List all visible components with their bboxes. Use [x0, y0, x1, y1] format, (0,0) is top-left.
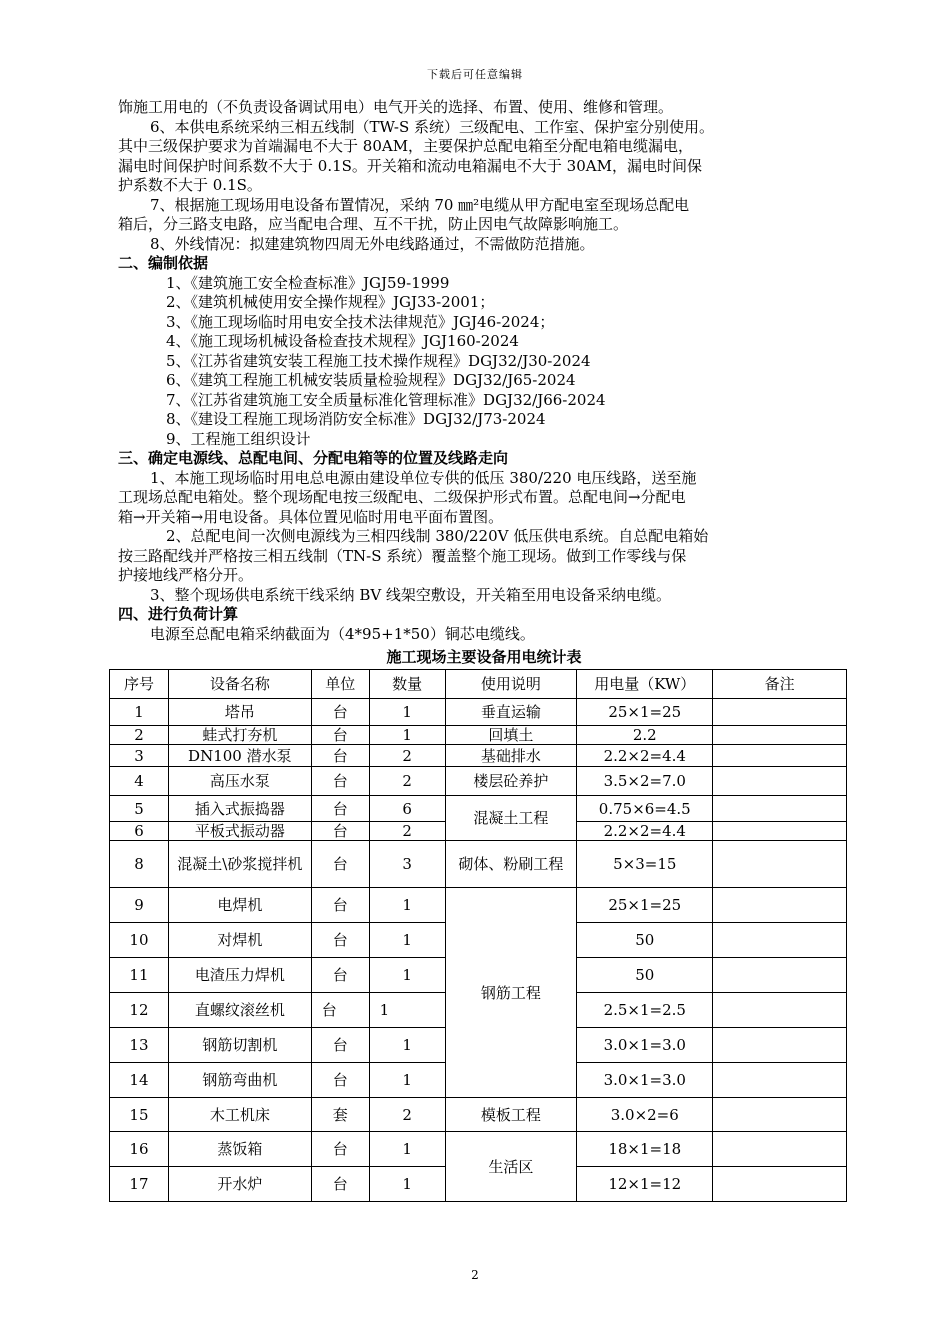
cell-unit: 台	[311, 822, 369, 841]
cell-name: 电渣压力焊机	[168, 958, 311, 993]
table-row	[110, 1132, 847, 1167]
cell-qty: 2	[369, 745, 445, 767]
reference-item: 4、《施工现场机械设备检查技术规程》JGJ160-2024	[166, 332, 519, 350]
page-number: 2	[471, 1268, 479, 1282]
cell-note	[713, 993, 847, 1028]
paragraph-line: 按三路配线并严格按三相五线制（TN-S 系统）覆盖整个施工现场。做到工作零线与保	[118, 546, 687, 565]
paragraph-line: 6、本供电系统采纳三相五线制（TW-S 系统）三级配电、工作室、保护室分别使用。	[150, 117, 714, 136]
cell-no: 10	[110, 923, 169, 958]
cell-usage: 钢筋工程	[445, 888, 577, 1098]
cell-unit: 台	[311, 888, 369, 923]
document-body	[118, 98, 850, 667]
cell-name: 蒸饭箱	[168, 1132, 311, 1167]
paragraph-line: 2、总配电间一次侧电源线为三相四线制 380/220V 低压供电系统。自总配电箱始	[166, 527, 709, 545]
cell-power: 3.0×2=6	[577, 1098, 713, 1132]
paragraph-line: 护系数不大于 0.1S。	[118, 176, 262, 194]
paragraph-line: 电源至总配电箱采纳截面为（4*95+1*50）铜芯电缆线。	[150, 624, 535, 643]
cell-qty: 2	[369, 1098, 445, 1132]
cell-no: 14	[110, 1063, 169, 1098]
table-row	[110, 745, 847, 767]
page-header: 下载后可任意编辑	[427, 68, 523, 81]
cell-no: 5	[110, 796, 169, 822]
cell-qty: 6	[369, 796, 445, 822]
cell-power: 2.2	[577, 726, 713, 745]
cell-unit: 台	[311, 767, 369, 796]
cell-no: 13	[110, 1028, 169, 1063]
cell-unit: 台	[311, 1063, 369, 1098]
cell-name: 混凝土\砂浆搅拌机	[168, 841, 311, 888]
section-heading: 四、进行负荷计算	[118, 605, 239, 623]
cell-note	[713, 822, 847, 841]
paragraph-line: 工现场总配电箱处。整个现场配电按三级配电、二级保护形式布置。总配电间→分配电	[118, 488, 686, 506]
cell-name: 高压水泵	[168, 767, 311, 796]
cell-no: 4	[110, 767, 169, 796]
reference-item: 7、《江苏省建筑施工安全质量标准化管理标准》DGJ32/J66-2024	[166, 390, 606, 409]
cell-no: 9	[110, 888, 169, 923]
cell-no: 3	[110, 745, 169, 767]
cell-no: 6	[110, 822, 169, 841]
reference-item: 1、《建筑施工安全检查标准》JGJ59-1999	[166, 273, 450, 292]
cell-power: 2.2×2=4.4	[577, 745, 713, 767]
table-row	[110, 888, 847, 923]
cell-name: 直螺纹滚丝机	[168, 993, 311, 1028]
cell-note	[713, 699, 847, 726]
reference-item: 8、《建设工程施工现场消防安全标准》DGJ32/J73-2024	[166, 410, 546, 428]
cell-usage: 砌体、粉刷工程	[445, 841, 577, 888]
table-row	[110, 726, 847, 745]
cell-note	[713, 841, 847, 888]
cell-usage: 模板工程	[445, 1098, 577, 1132]
cell-note	[713, 726, 847, 745]
reference-item: 6、《建筑工程施工机械安装质量检验规程》DGJ32/J65-2024	[166, 371, 576, 389]
paragraph-line: 漏电时间保护时间系数不大于 0.1S。开关箱和流动电箱漏电不大于 30AM，漏电时间保	[118, 156, 702, 175]
table-row	[110, 1098, 847, 1132]
cell-usage: 垂直运输	[445, 699, 577, 726]
cell-usage: 基础排水	[445, 745, 577, 767]
cell-power: 2.5×1=2.5	[577, 993, 713, 1028]
cell-note	[713, 767, 847, 796]
table-title: 施工现场主要设备用电统计表	[386, 648, 582, 666]
cell-no: 16	[110, 1132, 169, 1167]
cell-unit: 台	[311, 1167, 369, 1202]
cell-qty: 1	[369, 1063, 445, 1098]
cell-unit: 套	[311, 1098, 369, 1132]
cell-power: 12×1=12	[577, 1167, 713, 1202]
cell-note	[713, 1167, 847, 1202]
column-header: 序号	[110, 670, 169, 699]
reference-item: 3、《施工现场临时用电安全技术法律规范》JGJ46-2024；	[166, 312, 555, 331]
cell-no: 1	[110, 699, 169, 726]
cell-qty: 1	[369, 726, 445, 745]
cell-qty: 1	[369, 923, 445, 958]
column-header: 备注	[713, 670, 847, 699]
reference-item: 5、《江苏省建筑安装工程施工技术操作规程》DGJ32/J30-2024	[166, 351, 591, 370]
cell-name: 对焊机	[168, 923, 311, 958]
equipment-power-table	[109, 669, 847, 1202]
paragraph-line: 饰施工用电的（不负责设备调试用电）电气开关的选择、布置、使用、维修和管理。	[118, 98, 674, 116]
table-row	[110, 699, 847, 726]
column-header: 用电量（KW）	[577, 670, 713, 699]
cell-name: 钢筋弯曲机	[168, 1063, 311, 1098]
cell-unit: 台	[311, 796, 369, 822]
cell-qty: 3	[369, 841, 445, 888]
cell-qty: 1	[369, 888, 445, 923]
cell-no: 8	[110, 841, 169, 888]
table-row	[110, 767, 847, 796]
cell-note	[713, 796, 847, 822]
cell-name: 塔吊	[168, 699, 311, 726]
cell-qty: 1	[369, 1167, 445, 1202]
paragraph-line: 8、外线情况：拟建建筑物四周无外电线路通过，不需做防范措施。	[150, 234, 595, 253]
cell-power: 2.2×2=4.4	[577, 822, 713, 841]
cell-unit: 台	[311, 958, 369, 993]
cell-note	[713, 1063, 847, 1098]
table-row	[110, 841, 847, 888]
cell-power: 3.5×2=7.0	[577, 767, 713, 796]
cell-note	[713, 958, 847, 993]
cell-usage: 混凝土工程	[445, 796, 577, 841]
cell-unit: 台	[311, 993, 369, 1028]
cell-power: 50	[577, 923, 713, 958]
cell-note	[713, 1098, 847, 1132]
column-header: 设备名称	[168, 670, 311, 699]
cell-unit: 台	[311, 726, 369, 745]
cell-power: 0.75×6=4.5	[577, 796, 713, 822]
cell-unit: 台	[311, 1028, 369, 1063]
cell-name: DN100 潜水泵	[168, 745, 311, 767]
paragraph-line: 箱→开关箱→用电设备。具体位置见临时用电平面布置图。	[118, 507, 504, 526]
paragraph-line: 其中三级保护要求为首端漏电不大于 80AM，主要保护总配电箱至分配电箱电缆漏电，	[118, 137, 694, 155]
cell-power: 3.0×1=3.0	[577, 1028, 713, 1063]
cell-name: 插入式振捣器	[168, 796, 311, 822]
cell-unit: 台	[311, 1132, 369, 1167]
cell-qty: 1	[369, 1132, 445, 1167]
cell-power: 50	[577, 958, 713, 993]
cell-no: 11	[110, 958, 169, 993]
cell-unit: 台	[311, 841, 369, 888]
cell-name: 电焊机	[168, 888, 311, 923]
cell-qty: 1	[369, 958, 445, 993]
cell-no: 15	[110, 1098, 169, 1132]
cell-power: 18×1=18	[577, 1132, 713, 1167]
cell-note	[713, 888, 847, 923]
cell-unit: 台	[311, 923, 369, 958]
paragraph-line: 箱后，分三路支电路，应当配电合理、互不干扰，防止因电气故障影响施工。	[118, 215, 629, 233]
paragraph-line: 护接地线严格分开。	[118, 566, 254, 584]
cell-power: 5×3=15	[577, 841, 713, 888]
table-row	[110, 796, 847, 822]
cell-qty: 1	[369, 993, 445, 1028]
reference-item: 9、工程施工组织设计	[166, 429, 311, 448]
cell-qty: 2	[369, 822, 445, 841]
cell-usage: 楼层砼养护	[445, 767, 577, 796]
cell-note	[713, 1028, 847, 1063]
section-heading: 三、确定电源线、总配电间、分配电箱等的位置及线路走向	[118, 449, 509, 467]
cell-usage: 回填土	[445, 726, 577, 745]
column-header: 数量	[369, 670, 445, 699]
cell-name: 蛙式打夯机	[168, 726, 311, 745]
cell-qty: 1	[369, 699, 445, 726]
cell-qty: 2	[369, 767, 445, 796]
cell-power: 3.0×1=3.0	[577, 1063, 713, 1098]
paragraph-line: 3、整个现场供电系统干线采纳 BV 线架空敷设，开关箱至用电设备采纳电缆。	[150, 585, 671, 604]
cell-unit: 台	[311, 699, 369, 726]
cell-name: 开水炉	[168, 1167, 311, 1202]
paragraph-line: 7、根据施工现场用电设备布置情况，采纳 70 ㎜²电缆从甲方配电室至现场总配电	[150, 195, 690, 214]
cell-note	[713, 745, 847, 767]
cell-power: 25×1=25	[577, 699, 713, 726]
cell-no: 17	[110, 1167, 169, 1202]
cell-unit: 台	[311, 745, 369, 767]
column-header: 单位	[311, 670, 369, 699]
paragraph-line: 1、本施工现场临时用电总电源由建设单位专供的低压 380/220 电压线路，送至施	[150, 468, 697, 487]
cell-name: 钢筋切割机	[168, 1028, 311, 1063]
cell-name: 木工机床	[168, 1098, 311, 1132]
cell-note	[713, 923, 847, 958]
cell-note	[713, 1132, 847, 1167]
cell-name: 平板式振动器	[168, 822, 311, 841]
section-heading: 二、编制依据	[118, 254, 209, 272]
column-header: 使用说明	[445, 670, 577, 699]
cell-no: 12	[110, 993, 169, 1028]
cell-usage: 生活区	[445, 1132, 577, 1202]
reference-item: 2、《建筑机械使用安全操作规程》JGJ33-2001；	[166, 293, 495, 311]
cell-no: 2	[110, 726, 169, 745]
cell-qty: 1	[369, 1028, 445, 1063]
table-header-row	[110, 670, 847, 699]
cell-power: 25×1=25	[577, 888, 713, 923]
